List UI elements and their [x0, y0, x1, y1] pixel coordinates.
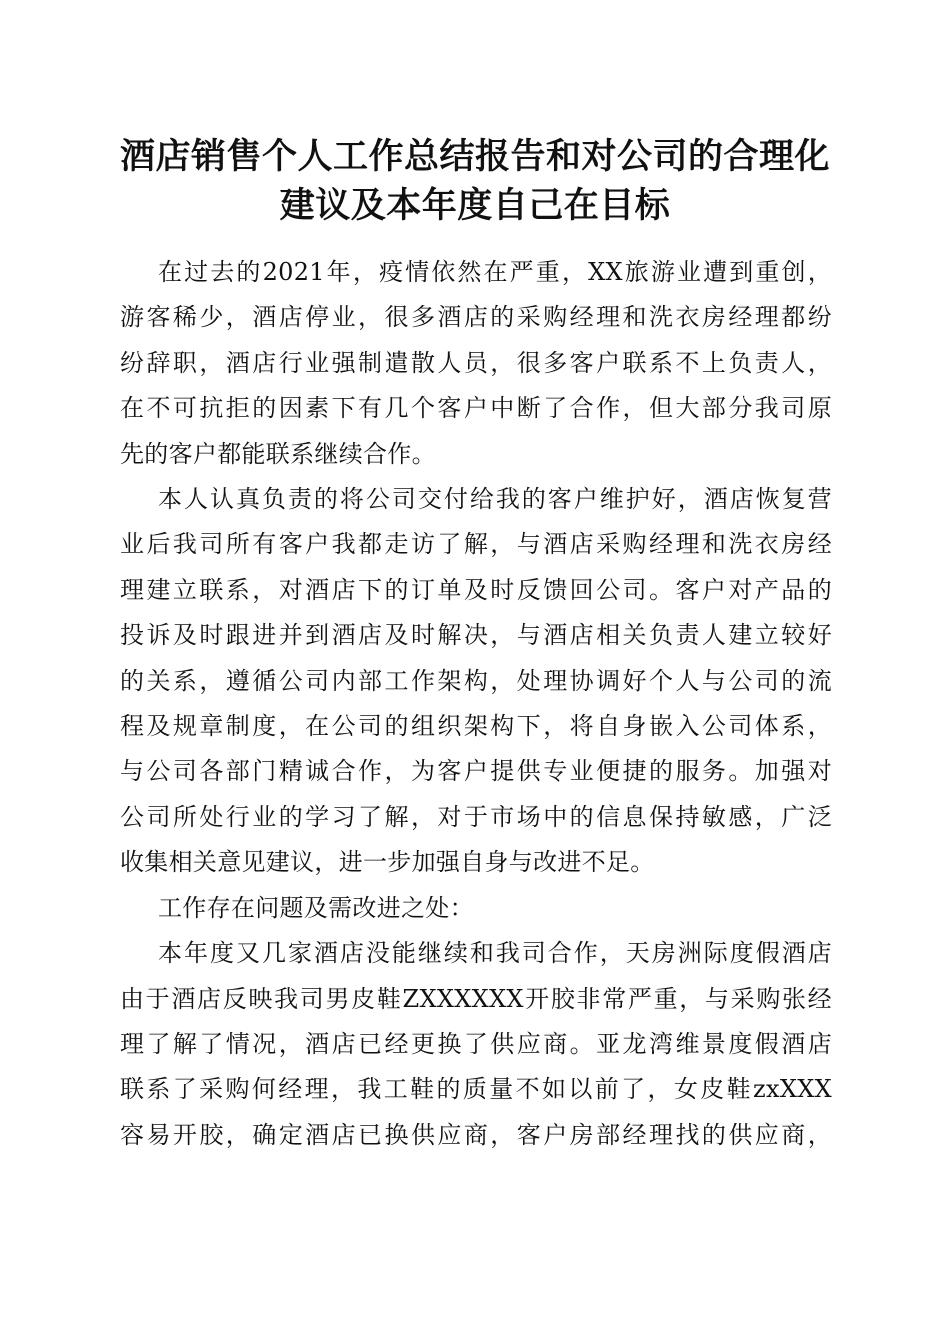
text-line: 联系了采购何经理，我工鞋的质量不如以前了，女皮鞋zxXXX: [120, 1075, 832, 1104]
text-line: 程及规章制度，在公司的组织架构下，将自身嵌入公司体系，: [120, 712, 832, 741]
title-line: 建议及本年度自己在目标: [279, 185, 671, 226]
text-line: 投诉及时跟进并到酒店及时解决，与酒店相关负责人建立较好: [120, 621, 832, 650]
text-line: 游客稀少，酒店停业，很多酒店的采购经理和洗衣房经理都纷: [120, 303, 832, 332]
text-line: 公司所处行业的学习了解，对于市场中的信息保持敏感，广泛: [120, 802, 832, 831]
paragraph-1: [120, 250, 832, 477]
text-line: 在过去的2021年，疫情依然在严重，XX旅游业遭到重创，: [158, 258, 832, 286]
document-body: [120, 250, 832, 1158]
text-line: 由于酒店反映我司男皮鞋ZXXXXXX开胶非常严重，与采购张经: [120, 984, 832, 1013]
paragraph-4: [120, 931, 832, 1158]
text-line: 与公司各部门精诚合作，为客户提供专业便捷的服务。加强对: [120, 757, 832, 786]
text-line: 收集相关意见建议，进一步加强自身与改进不足。: [120, 848, 655, 877]
title-line: 酒店销售个人工作总结报告和对公司的合理化: [119, 136, 830, 177]
text-line: 理了解了情况，酒店已经更换了供应商。亚龙湾维景度假酒店: [120, 1029, 832, 1058]
document-title: [110, 132, 840, 230]
text-line: 理建立联系，对酒店下的订单及时反馈回公司。客户对产品的: [120, 575, 832, 604]
text-line: 业后我司所有客户我都走访了解，与酒店采购经理和洗衣房经: [120, 530, 832, 559]
text-line: 容易开胶，确定酒店已换供应商，客户房部经理找的供应商，: [120, 1120, 832, 1149]
section-heading: 工作存在问题及需改进之处：: [158, 893, 474, 922]
paragraph-3: [120, 886, 832, 931]
text-line: 先的客户都能联系继续合作。: [120, 439, 436, 468]
text-line: 本年度又几家酒店没能继续和我司合作，天房洲际度假酒店: [158, 939, 832, 968]
text-line: 本人认真负责的将公司交付给我的客户维护好，酒店恢复营: [158, 485, 832, 514]
paragraph-2: [120, 477, 832, 886]
text-line: 的关系，遵循公司内部工作架构，处理协调好个人与公司的流: [120, 666, 832, 695]
text-line: 在不可抗拒的因素下有几个客户中断了合作，但大部分我司原: [120, 394, 832, 423]
text-line: 纷辞职，酒店行业强制遣散人员，很多客户联系不上负责人，: [120, 348, 832, 377]
